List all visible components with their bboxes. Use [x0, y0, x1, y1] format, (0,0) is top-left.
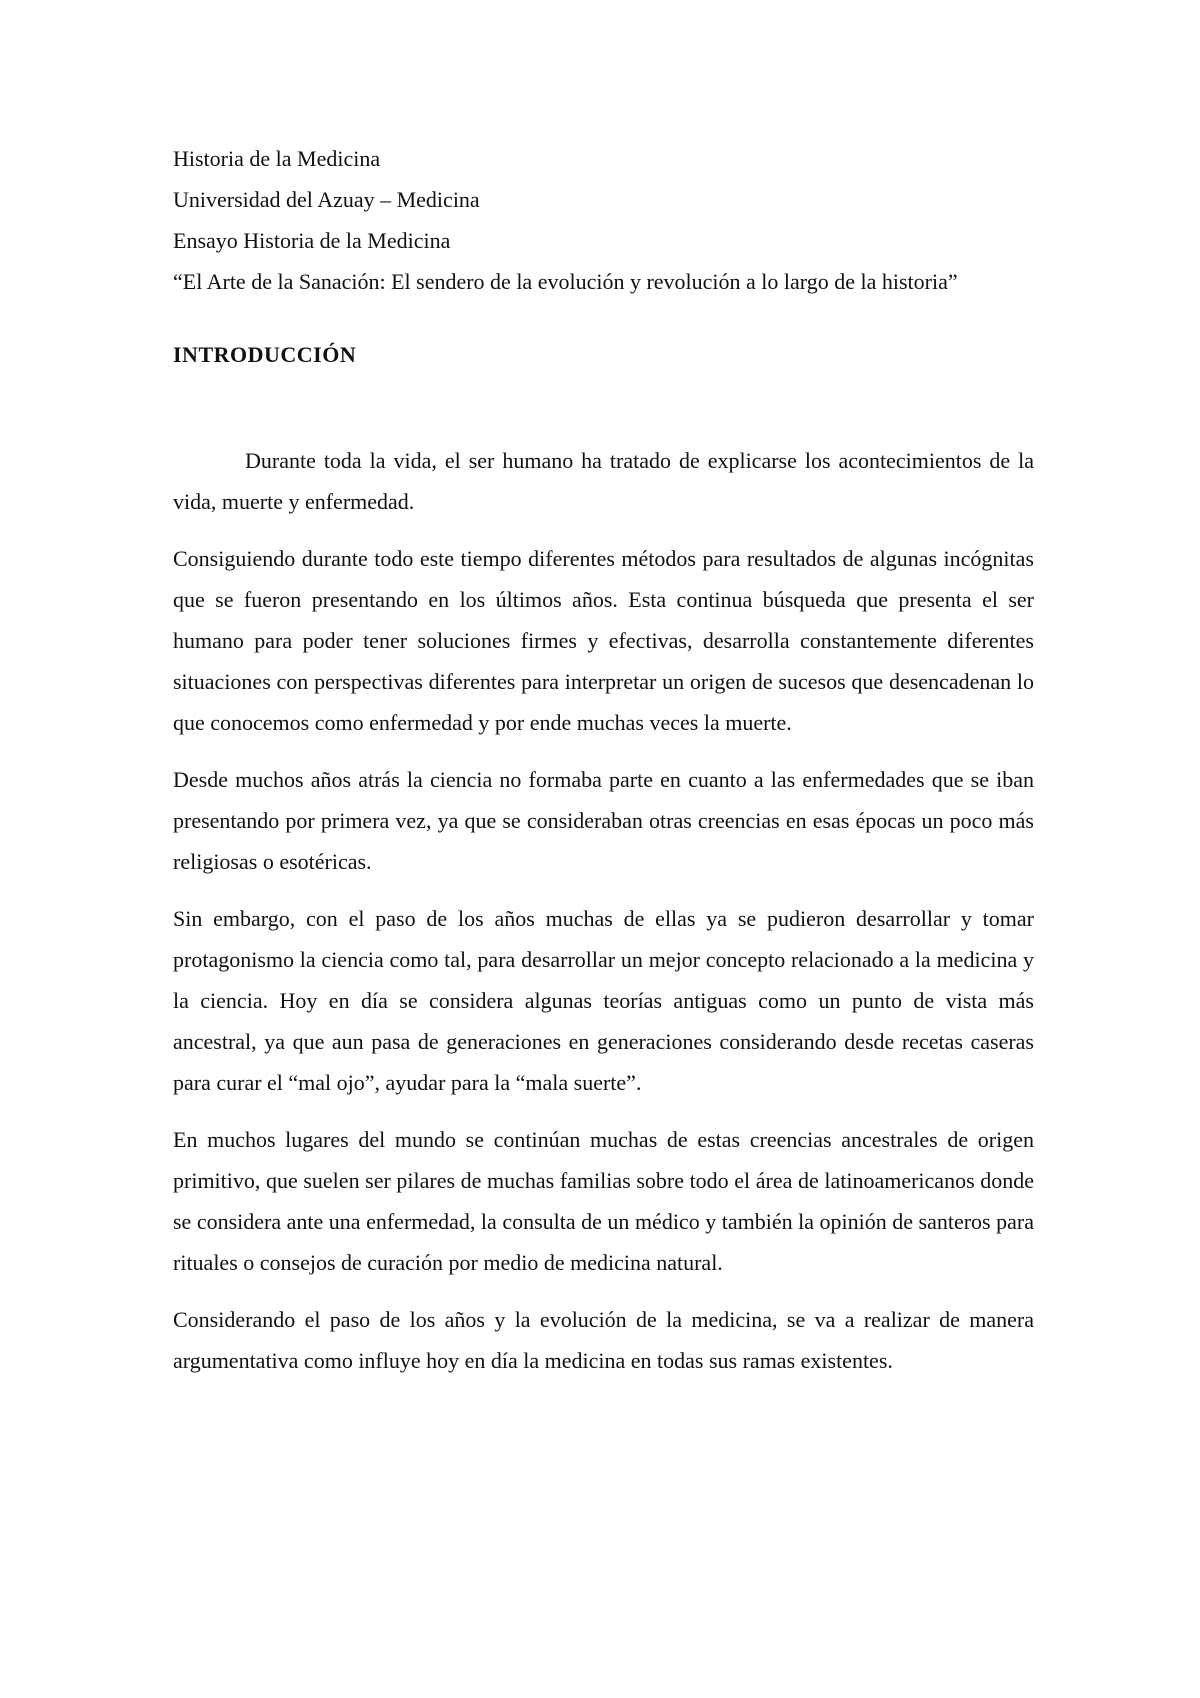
course-title: Historia de la Medicina — [173, 146, 381, 171]
paragraph: Considerando el paso de los años y la evolución de la medicina, se va a realizar de manera argumentativa como influye hoy en día la medicina en todas sus ramas existentes. — [173, 1307, 1034, 1373]
paragraph: Durante toda la vida, el ser humano ha tratado de explicarse los acontecimientos de la vida, muerte y enfermedad. — [173, 448, 1034, 514]
university-line: Universidad del Azuay – Medicina — [173, 187, 480, 212]
document-header — [173, 146, 1053, 310]
paragraph: Consiguiendo durante todo este tiempo diferentes métodos para resultados de algunas incógnitas que se fueron presentando en los últimos años. Esta continua búsqueda que presenta el ser humano para poder tener soluciones firmes y efectivas, desarrolla constantemente diferentes situaciones con perspectivas diferentes para interpretar un origen de sucesos que desencadenan lo que conocemos como enfermedad y por ende muchas veces la muerte. — [173, 546, 1034, 735]
section-heading: INTRODUCCIÓN — [173, 342, 357, 367]
essay-body — [173, 440, 1034, 1397]
paragraph: Desde muchos años atrás la ciencia no formaba parte en cuanto a las enfermedades que se iban presentando por primera vez, ya que se consideraban otras creencias en esas épocas un poco más religiosas o esotéricas. — [173, 767, 1034, 874]
assignment-line: Ensayo Historia de la Medicina — [173, 228, 451, 253]
paragraph: En muchos lugares del mundo se continúan muchas de estas creencias ancestrales de origen primitivo, que suelen ser pilares de muchas familias sobre todo el área de latinoamericanos donde se considera ante una enfermedad, la consulta de un médico y también la opinión de santeros para rituales o consejos de curación por medio de medicina natural. — [173, 1127, 1034, 1275]
essay-title: “El Arte de la Sanación: El sendero de la evolución y revolución a lo largo de la historia” — [173, 269, 958, 294]
paragraph: Sin embargo, con el paso de los años muchas de ellas ya se pudieron desarrollar y tomar protagonismo la ciencia como tal, para desarrollar un mejor concepto relacionado a la medicina y la ciencia. Hoy en día se considera algunas teorías antiguas como un punto de vista más ancestral, ya que aun pasa de generaciones en generaciones considerando desde recetas caseras para curar el “mal ojo”, ayudar para la “mala suerte”. — [173, 906, 1034, 1095]
